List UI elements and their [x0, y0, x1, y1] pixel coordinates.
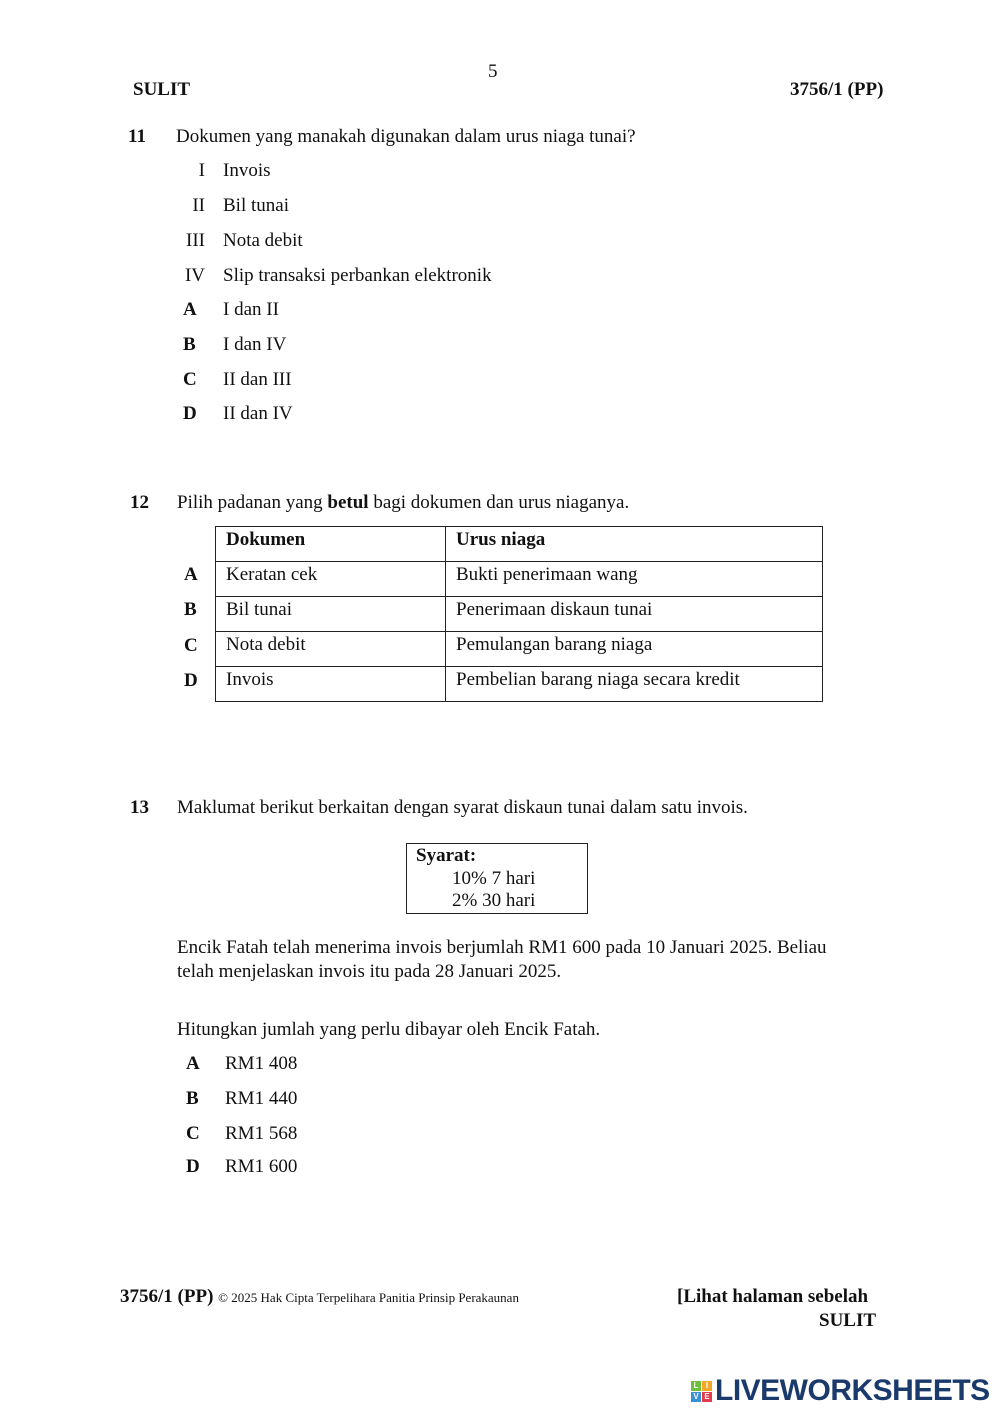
table-row: [216, 632, 823, 667]
logo-tile: I: [702, 1381, 712, 1391]
q11-option-a[interactable]: A: [183, 299, 197, 320]
cell-dokumen: Keratan cek: [216, 562, 446, 597]
syarat-line-1: 10% 7 hari: [452, 868, 536, 889]
page-number: 5: [488, 61, 498, 82]
q13-option-text: RM1 440: [225, 1088, 298, 1109]
table-row: [216, 667, 823, 702]
q11-option-c[interactable]: C: [183, 369, 197, 390]
q11-item-text: Invois: [223, 160, 271, 181]
q13-para-2: telah menjelaskan invois itu pada 28 Januari 2025.: [177, 961, 562, 982]
q12-number: 12: [130, 492, 149, 513]
q13-option-a[interactable]: A: [186, 1053, 200, 1074]
syarat-line-2: 2% 30 hari: [452, 890, 536, 911]
header-dokumen: Dokumen: [216, 527, 446, 562]
logo-tiles-icon: [691, 1381, 712, 1402]
footer-next-page: [Lihat halaman sebelah: [677, 1286, 869, 1307]
q12-option-a[interactable]: A: [184, 564, 198, 585]
table-header-row: [216, 527, 823, 562]
header-sulit: SULIT: [133, 79, 191, 100]
q11-item-text: Nota debit: [223, 230, 303, 251]
logo-tile: E: [702, 1392, 712, 1402]
footer-left: 3756/1 (PP) © 2025 Hak Cipta Terpelihara Panitia Prinsip Perakaunan: [120, 1286, 519, 1307]
q13-option-b[interactable]: B: [186, 1088, 199, 1109]
q11-option-d[interactable]: D: [183, 403, 197, 424]
header-code: 3756/1 (PP): [790, 79, 884, 100]
q12-option-c[interactable]: C: [184, 635, 198, 656]
q11-item-text: Bil tunai: [223, 195, 289, 216]
q11-roman-numeral: III: [186, 230, 205, 251]
logo-text: LIVEWORKSHEETS: [715, 1374, 990, 1407]
q11-text: Dokumen yang manakah digunakan dalam urus niaga tunai?: [176, 126, 636, 147]
q13-option-d[interactable]: D: [186, 1156, 200, 1177]
cell-urus-niaga: Penerimaan diskaun tunai: [446, 597, 823, 632]
cell-dokumen: Nota debit: [216, 632, 446, 667]
table-row: [216, 597, 823, 632]
q11-item-text: Slip transaksi perbankan elektronik: [223, 265, 492, 286]
q13-option-text: RM1 568: [225, 1123, 298, 1144]
footer-sulit: SULIT: [819, 1310, 877, 1331]
q11-option-text: I dan II: [223, 299, 279, 320]
logo-tile: V: [691, 1392, 701, 1402]
q12-option-d[interactable]: D: [184, 670, 198, 691]
q13-option-c[interactable]: C: [186, 1123, 200, 1144]
q13-text: Maklumat berikut berkaitan dengan syarat diskaun tunai dalam satu invois.: [177, 797, 748, 818]
q11-number: 11: [128, 126, 146, 147]
header-urus-niaga: Urus niaga: [446, 527, 823, 562]
logo-tile: L: [691, 1381, 701, 1391]
q13-question: Hitungkan jumlah yang perlu dibayar oleh Encik Fatah.: [177, 1019, 601, 1040]
q11-option-text: II dan III: [223, 369, 292, 390]
q13-number: 13: [130, 797, 149, 818]
syarat-title: Syarat:: [416, 845, 477, 866]
q11-roman-numeral: I: [198, 160, 205, 181]
q11-roman-numeral: II: [192, 195, 205, 216]
q11-option-text: I dan IV: [223, 334, 287, 355]
cell-urus-niaga: Bukti penerimaan wang: [446, 562, 823, 597]
table-row: [216, 562, 823, 597]
cell-urus-niaga: Pemulangan barang niaga: [446, 632, 823, 667]
cell-urus-niaga: Pembelian barang niaga secara kredit: [446, 667, 823, 702]
q12-text: Pilih padanan yang betul bagi dokumen dan urus niaganya.: [177, 492, 630, 513]
q12-table: [215, 526, 823, 702]
q11-roman-numeral: IV: [184, 265, 205, 286]
q12-option-b[interactable]: B: [184, 599, 197, 620]
q13-option-text: RM1 600: [225, 1156, 298, 1177]
liveworksheets-logo: [691, 1374, 990, 1408]
q11-option-b[interactable]: B: [183, 334, 196, 355]
q13-option-text: RM1 408: [225, 1053, 298, 1074]
q11-option-text: II dan IV: [223, 403, 293, 424]
q13-para-1: Encik Fatah telah menerima invois berjumlah RM1 600 pada 10 Januari 2025. Beliau: [177, 937, 827, 958]
cell-dokumen: Invois: [216, 667, 446, 702]
cell-dokumen: Bil tunai: [216, 597, 446, 632]
